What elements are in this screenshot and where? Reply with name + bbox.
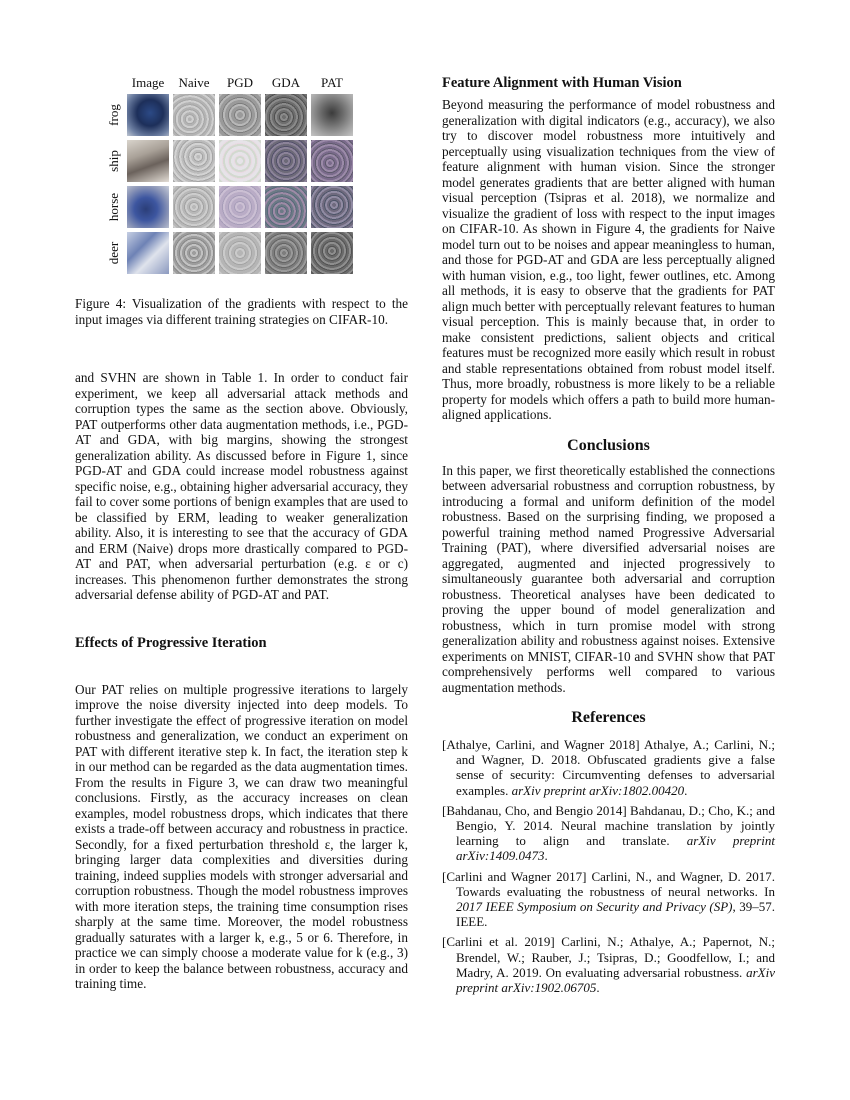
frog-gda-gradient [265, 94, 307, 136]
section-heading-references: References [571, 709, 646, 726]
section-heading-progressive-iteration: Effects of Progressive Iteration [75, 634, 267, 651]
deer-naive-gradient [173, 232, 215, 274]
col-header-image: Image [131, 75, 165, 90]
frog-pat-gradient [311, 94, 353, 136]
section-heading-conclusions: Conclusions [567, 436, 650, 454]
col-header-pgd: PGD [226, 75, 253, 90]
reference-item: [Carlini et al. 2019] Carlini, N.; Athalye, A.; Papernot, N.; Brendel, W.; Rauber, J.; Tsipras, D.; Goodfellow, I.; and Madry, A. 2019. On evaluating adversarial robustness. arXiv preprint arXiv:1902.06705. [442, 934, 775, 996]
ship-gda-gradient [265, 140, 307, 182]
deer-gda-gradient [265, 232, 307, 274]
progressive-iteration-paragraph: Our PAT relies on multiple progressive iterations to largely improve the noise diversity injected into deep models. To further investigate the effect of progressive iteration on model robustness and generalization, we conduct an experiment on PAT with different iterative step k. In fact, the iteration step k in our method can be regarded as the data augmentation times. From the results in Figure 3, we can draw two meaningful conclusions. Firstly, as the accuracy increases on clean examples, model robustness drops, which indicates that there exists a trade-off between accuracy and robustness in practice. Secondly, for a fixed perturbation threshold ε, the larger k, bringing larger data complexities and diversities during training, indeed supplies models with stronger adversarial and corruption robustness. Though the model robustness improves with more iteration steps, the training time consumption rises sharply at the same time. Moreover, the model robustness gradually saturates with a larger k, e.g., 5 or 6. Therefore, in practice we can simply choose a moderate value for k (e.g., 3) in order to keep the balance between robustness, accuracy and training time. [75, 681, 408, 991]
row-label-horse: horse [106, 192, 122, 222]
left-column [75, 70, 408, 992]
frog-pgd-gradient [219, 94, 261, 136]
ship-naive-gradient [173, 140, 215, 182]
reference-item: [Athalye, Carlini, and Wagner 2018] Athalye, A.; Carlini, N.; and Wagner, D. 2018. Obfuscated gradients give a false sense of security: Circumventing defenses to adversarial examples. arXiv preprint arXiv:1802.00420. [442, 737, 775, 798]
section-heading-feature-alignment: Feature Alignment with Human Vision [442, 75, 682, 91]
frog-naive-gradient [173, 94, 215, 136]
right-column [442, 70, 775, 1000]
row-label-ship: ship [106, 150, 122, 172]
ship-image [127, 140, 169, 182]
deer-pat-gradient [311, 232, 353, 274]
col-header-naive: Naive [178, 75, 210, 90]
horse-image [127, 186, 169, 228]
horse-naive-gradient [173, 186, 215, 228]
results-paragraph: and SVHN are shown in Table 1. In order to conduct fair experiment, we keep all adversarial attack methods and corruption types the same as the section above. Obviously, PAT outperforms other data augmentation methods, i.e., PGD-AT and GDA, with big margins, showing the strongest generalization ability. As discussed before in Figure 1, since PGD-AT and GDA could increase model robustness against specific noise, e.g., obtaining higher adversarial accuracy, they fail to cover some portions of benign examples that are used to be classified by ERM, leading to weaker generalization ability. Also, it is interesting to see that the accuracy of GDA and ERM (Naive) drops more drastically compared to PGD-AT and PAT, when adversarial perturbation (e.g. ε or c) increases. This phenomenon further demonstrates the strong adversarial defense ability of PGD-AT and PAT. [75, 370, 408, 602]
col-header-gda: GDA [271, 75, 301, 90]
reference-item: [Carlini and Wagner 2017] Carlini, N., and Wagner, D. 2017. Towards evaluating the robustness of neural networks. In 2017 IEEE Symposium on Security and Privacy (SP), 39–57. IEEE. [442, 868, 776, 930]
row-label-frog: frog [106, 104, 122, 126]
horse-gda-gradient [265, 186, 307, 228]
horse-pat-gradient [311, 186, 353, 228]
col-header-pat: PAT [321, 75, 343, 90]
figure-caption: Figure 4: Visualization of the gradients with respect to the input images via different training strategies on CIFAR-10. [75, 296, 408, 327]
deer-pgd-gradient [219, 232, 261, 274]
feature-alignment-paragraph: Beyond measuring the performance of model robustness and generalization with digital indicators (e.g., accuracy), we also try to discover model robustness more intuitively and perceptually using visualization techniques from the view of feature alignment with human vision. Since the stronger model generates gradients that are better aligned with human visual perception (Tsipras et al. 2018), we normalize and visualize the gradient of loss with respect to the input images on CIFAR-10. As shown in Figure 4, the gradients for Naive model turn out to be noises and appear meaningless to human, and those for PGD-AT and GDA are less perceptually aligned with human vision, e.g., too light, fewer outlines, etc. Among all methods, it is easy to observe that the gradients for PAT align much better with perceptually relevant features to human visual perception. This is mainly because that, in order to make consistent predictions, salient objects and critical features must be recognized more easily which result in robust and stable representations obtained from robust model itself. Thus, more broadly, robustness is more likely to be a reliable property for models which offers a path to build more human-aligned applications. [442, 97, 775, 422]
deer-image [127, 232, 169, 274]
row-label-deer: deer [106, 241, 121, 265]
ship-pat-gradient [311, 140, 353, 182]
conclusions-paragraph: In this paper, we first theoretically established the connections between adversarial robustness and corruption robustness, by introducing a formal and uniform definition of the model robustness. Based on the surprising finding, we proposed a powerful training method named Progressive Adversarial Training (PAT), where diversified adversarial noises are aggregated, augmented and injected progressively to simultaneously guarantee both adversarial and corruption robustness. Theoretical analyses have been dedicated to proving the upper bound of model generalization and robustness, which in turn promise model with strong generalization ability and robustness against noises. Extensive experiments on MNIST, CIFAR-10 and SVHN show that PAT comprehensively performs well compared to various augmentation methods. [442, 462, 775, 695]
reference-list [442, 737, 775, 995]
frog-image [127, 94, 169, 136]
horse-pgd-gradient [219, 186, 261, 228]
figure-4 [75, 70, 408, 282]
ship-pgd-gradient [219, 140, 261, 182]
reference-item: [Bahdanau, Cho, and Bengio 2014] Bahdanau, D.; Cho, K.; and Bengio, Y. 2014. Neural machine translation by jointly learning to align and translate. arXiv preprint arXiv:1409.0473. [442, 802, 775, 864]
